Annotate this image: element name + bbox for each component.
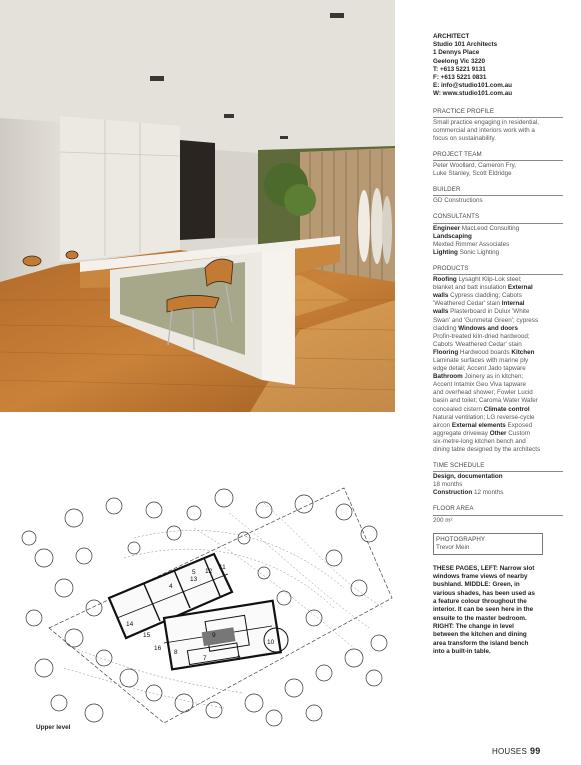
time-schedule-block (433, 462, 563, 497)
practice-profile-line: focus on sustainability. (433, 134, 496, 142)
room-number: 8 (174, 649, 178, 656)
construction-label: Construction (433, 489, 473, 497)
tree-outline (76, 548, 92, 564)
tree-outline (120, 669, 138, 687)
products-item-label: Internal (501, 300, 525, 308)
tree-outline (96, 650, 112, 666)
products-item-text: cladding (433, 324, 459, 332)
lighting-label: Lighting (433, 248, 458, 256)
products-line (433, 406, 563, 414)
products-line (433, 325, 563, 333)
products-line (433, 373, 563, 381)
room-number: 11 (219, 564, 226, 571)
architect-line: 1 Dennys Place (433, 49, 480, 57)
caption-line: area transform the island bench (433, 639, 529, 647)
products-item-label: Other (489, 429, 507, 437)
caption-line: into a built-in table. (433, 647, 491, 655)
tree-outline (22, 531, 36, 545)
products-item-text: Cypress cladding; Cabots (448, 292, 522, 300)
products-item-text: and overhead shower; Fowler Lucid (433, 389, 533, 397)
room-number: 16 (154, 645, 162, 652)
products-line (433, 389, 563, 397)
products-item-label: Windows and doors (458, 324, 518, 332)
tree-outline (187, 506, 201, 520)
architect-line: W: www.studio101.com.au (433, 90, 513, 98)
products-item-text: Natural ventilation; LG reverse-cycle (433, 413, 535, 421)
tree-outline (146, 685, 162, 701)
room-number: 5 (192, 569, 196, 576)
tree-outline (85, 704, 103, 722)
products-item-text: Cabots 'Weathered Cedar' stain (433, 340, 522, 348)
products-item-text: Profin-treated kiln-dried hardwood; (433, 332, 530, 340)
tree-outline (35, 659, 53, 677)
products-item-label: walls (433, 308, 449, 316)
products-text (433, 276, 563, 454)
consultants-block (433, 213, 563, 256)
floor-area-value: 200 m² (433, 516, 453, 524)
tree-outline (55, 579, 73, 597)
products-item-label: Kitchen (511, 348, 535, 356)
tree-outline (366, 670, 382, 686)
builder-block (433, 186, 563, 205)
products-line (433, 292, 563, 300)
products-line (433, 422, 563, 430)
consultants-heading: CONSULTANTS (433, 213, 563, 223)
interior-photo (0, 0, 395, 412)
caption-line: THESE PAGES, LEFT: Narrow slot (433, 564, 535, 572)
engineer-label: Engineer (433, 224, 460, 232)
products-line (433, 438, 563, 446)
tree-outline (326, 550, 342, 566)
builder-value: GD Constructions (433, 197, 483, 205)
products-item-label: External elements (451, 421, 506, 429)
tree-outline (316, 665, 332, 681)
caption-line: a feature colour throughout the (433, 598, 527, 606)
tree-outline (146, 502, 162, 518)
tree-outline (258, 567, 270, 579)
products-item-text: basin and toilet; Caroma Water Wafer (433, 397, 538, 405)
practice-profile-line: commercial and interiors work with a (433, 126, 535, 134)
room-number: 9 (212, 632, 216, 639)
products-item-text: Plasterboard in Dulux 'White (448, 308, 530, 316)
practice-profile-heading: PRACTICE PROFILE (433, 108, 563, 118)
project-team-heading: PROJECT TEAM (433, 151, 563, 161)
project-team-block (433, 151, 563, 178)
tree-outline (128, 542, 140, 554)
products-item-label: walls (433, 292, 449, 300)
architect-line: Geelong Vic 3220 (433, 57, 486, 65)
tree-outline (361, 526, 377, 542)
products-line (433, 381, 563, 389)
tree-outline (35, 549, 53, 567)
products-line (433, 349, 563, 357)
project-info-sidebar (433, 33, 563, 656)
caption-line: between the kitchen and dining (433, 631, 527, 639)
builder-heading: BUILDER (433, 186, 563, 196)
products-item-label: Roofing (433, 276, 457, 284)
architect-line: F: +613 5221 0831 (433, 74, 487, 82)
caption-line: bushland. MIDDLE: Green, in (433, 581, 520, 589)
design-value: 18 months (433, 481, 463, 489)
tree-outline (51, 695, 67, 711)
products-item-text: Accent Intamix Geo Viva tapware (433, 381, 526, 389)
products-item-text: edge detail; Accent Jado tapware (433, 365, 526, 373)
products-item-text: Lysaght Klip-Lok steel; (456, 276, 522, 284)
landscaping-label: Landscaping (433, 232, 472, 240)
tree-outline (167, 526, 181, 540)
tree-outline (206, 702, 222, 718)
time-schedule-heading: TIME SCHEDULE (433, 462, 563, 472)
architect-block (433, 33, 563, 99)
architect-line: T: +613 5221 9131 (433, 65, 486, 73)
room-number: 13 (190, 576, 198, 583)
tree-outline (175, 694, 193, 712)
practice-profile-block (433, 108, 563, 143)
tree-outline (238, 532, 250, 544)
floor-area-heading: FLOOR AREA (433, 505, 563, 515)
products-line (433, 317, 563, 325)
page-number: 99 (530, 746, 541, 756)
products-line (433, 284, 563, 292)
caption-line: windows frame views of nearby (433, 573, 528, 581)
tree-outline (256, 502, 272, 518)
engineer-value: MacLeod Consulting (461, 224, 520, 232)
tree-outline (306, 705, 322, 721)
design-label: Design, documentation (433, 473, 503, 481)
products-line (433, 308, 563, 316)
lighting-value: Sonic Lighting (459, 248, 500, 256)
tree-outline (65, 629, 83, 647)
tree-outline (26, 610, 42, 626)
products-item-label: External (507, 284, 533, 292)
products-line (433, 341, 563, 349)
products-item-text: 'Weathered Cedar' stain (433, 300, 502, 308)
tree-outline (266, 710, 282, 726)
products-item-text: Swan' and 'Gunmetal Green'; cypress (433, 316, 539, 324)
products-item-label: Climate control (483, 405, 530, 413)
tree-outline (345, 649, 363, 667)
products-item-text: Exposed (505, 421, 533, 429)
products-heading: PRODUCTS (433, 265, 563, 275)
products-item-label: Flooring (433, 348, 459, 356)
room-number: 15 (143, 632, 151, 639)
architect-line: Studio 101 Architects (433, 41, 498, 49)
products-block (433, 265, 563, 454)
products-item-text: blanket and batt insulation (433, 284, 508, 292)
tree-outline (86, 600, 102, 616)
tree-outline (277, 591, 291, 605)
tree-group (22, 489, 387, 726)
products-item-label: Bathroom (433, 373, 463, 381)
products-line (433, 446, 563, 454)
tree-outline (65, 509, 83, 527)
project-team-line: Luke Stanley, Scott Eldridge (433, 170, 512, 178)
products-item-text: Joinery as in kitchen; (462, 373, 524, 381)
products-line (433, 430, 563, 438)
tree-outline (215, 489, 233, 507)
kitchen-photo-illustration (0, 0, 395, 412)
products-item-text: concealed cistern (433, 405, 484, 413)
site-plan-drawing (14, 478, 394, 728)
tree-outline (371, 635, 387, 651)
project-team-line: Peter Woollard, Cameron Fry, (433, 162, 517, 170)
photo-caption (433, 565, 563, 656)
practice-profile-line: Small practice engaging in residential, (433, 118, 540, 126)
photography-heading: PHOTOGRAPHY (436, 535, 486, 543)
products-item-text: aggregate driveway (433, 429, 490, 437)
products-item-text: dining table designed by the architects (433, 446, 541, 453)
products-line (433, 300, 563, 308)
products-item-text: aircon (433, 421, 452, 429)
caption-line: various shades, has been used as (433, 589, 535, 597)
landscaping-value: Mexted Rimmer Associates (433, 240, 510, 248)
room-number: 4 (169, 583, 173, 590)
room-number: 7 (203, 655, 207, 662)
products-line (433, 414, 563, 422)
caption-line: interior. It can be seen here in the (433, 606, 534, 614)
tree-outline (245, 694, 263, 712)
caption-line: ensuite to the master bedroom. (433, 614, 527, 622)
photography-box (433, 533, 543, 555)
tree-outline (106, 498, 122, 514)
tree-outline (351, 580, 367, 596)
photography-value: Trevor Mein (436, 543, 470, 551)
tree-outline (306, 610, 322, 626)
tree-outline (336, 504, 352, 520)
room-number: 8 (237, 655, 241, 662)
products-line (433, 333, 563, 341)
floor-area-block (433, 505, 563, 524)
products-item-text: Hardwood boards (458, 348, 512, 356)
products-item-text: Laminate surfaces with marine ply (433, 356, 529, 364)
architect-heading: ARCHITECT (433, 33, 470, 40)
construction-value: 12 months (473, 489, 504, 497)
page-folio (492, 746, 540, 756)
plan-label: Upper level (36, 724, 71, 731)
products-line (433, 276, 563, 284)
room-number: 14 (126, 621, 134, 628)
tree-outline (285, 679, 303, 697)
products-line (433, 365, 563, 373)
products-item-text: six-metre-long kitchen bench and (433, 437, 526, 445)
architect-line: E: info@studio101.com.au (433, 82, 512, 90)
section-name: HOUSES (492, 747, 527, 756)
upper-level-floor-plan (14, 478, 394, 728)
products-line (433, 357, 563, 365)
products-item-text: Custom (506, 429, 530, 437)
caption-line: RIGHT: The change in level (433, 622, 514, 630)
room-number: 12 (205, 568, 213, 575)
products-line (433, 397, 563, 405)
room-number: 10 (267, 639, 275, 646)
